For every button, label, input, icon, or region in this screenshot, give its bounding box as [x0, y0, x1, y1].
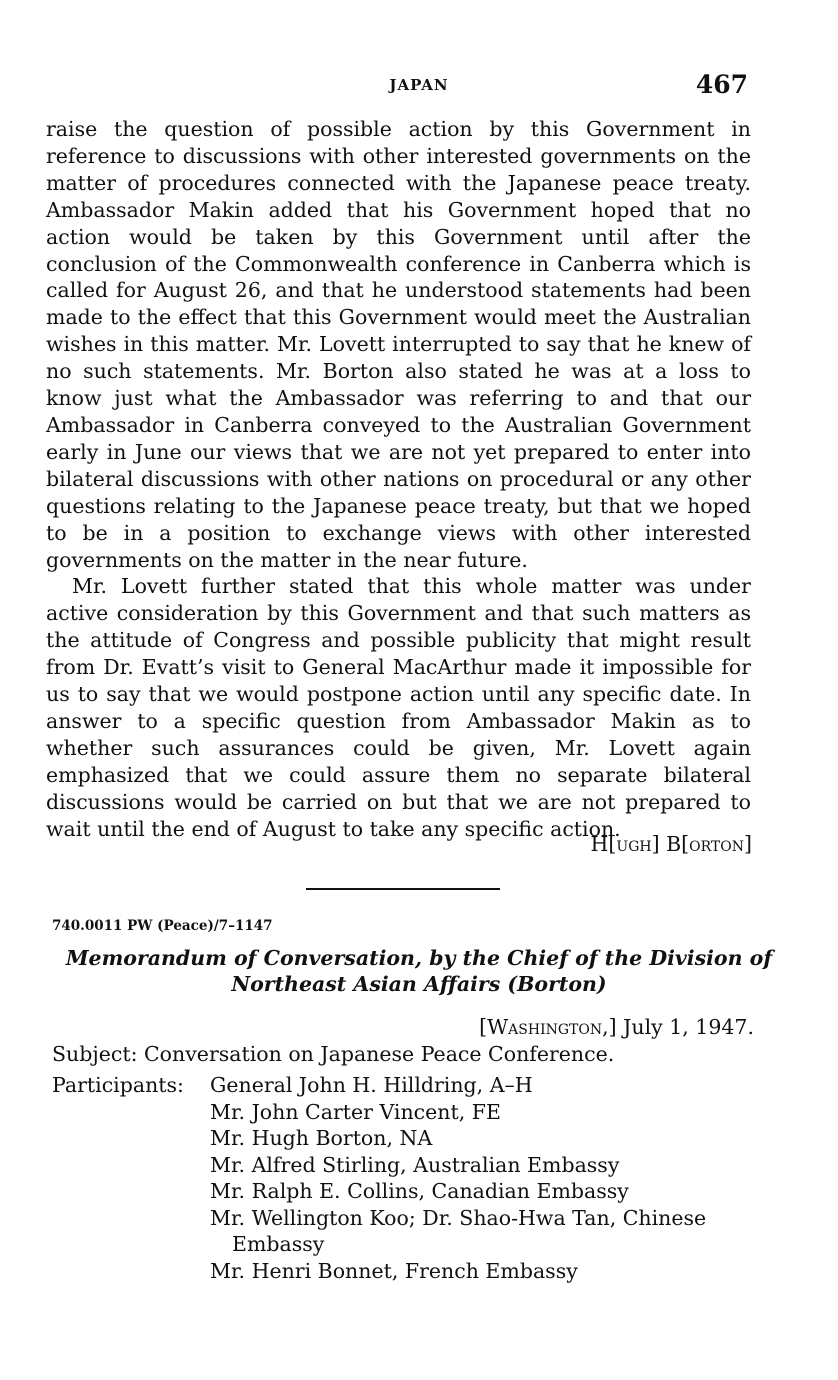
signature: H[ugh] B[orton] — [590, 832, 752, 856]
participant-item: Mr. Wellington Koo; Dr. Shao-Hwa Tan, Chinese Embassy — [210, 1205, 707, 1256]
file-reference: 740.0011 PW (Peace)/7–1147 — [52, 918, 273, 934]
participant-item: Mr. Ralph E. Collins, Canadian Embassy — [210, 1179, 629, 1203]
date-place: [Washington,] — [479, 1015, 617, 1039]
memo-title-line-2: Northeast Asian Affairs (Borton) — [231, 972, 607, 996]
paragraph-2: Mr. Lovett further stated that this whole matter was under active consideration by this Government and that such matters as the attitude of Congress and possible publicity that might result from Dr. Evatt’s visit to General MacArthur made it impossible for us to say that we would postpone action until any specific date. In answer to a specific question from Ambassador Makin as to whether such assurances could be given, Mr. Lovett again emphasized that we could assure them no separate bilateral discussions would be carried on but that we are not prepared to wait until the end of August to take any specific action. — [46, 574, 751, 841]
section-divider — [306, 888, 500, 890]
participant-item: Mr. Alfred Stirling, Australian Embassy — [210, 1152, 620, 1177]
subject-line: Subject: Conversation on Japanese Peace Conference. — [52, 1042, 615, 1066]
page-number: 467 — [695, 70, 748, 99]
running-title: JAPAN — [389, 76, 449, 94]
memo-title — [60, 945, 778, 997]
participant-item: General John H. Hilldring, A–H — [210, 1073, 533, 1097]
date: July 1, 1947. — [623, 1015, 754, 1039]
participant-item: Mr. Hugh Borton, NA — [210, 1126, 433, 1150]
date-line — [479, 1015, 754, 1039]
body-text — [46, 116, 751, 842]
participant-list — [210, 1072, 762, 1284]
running-head — [0, 70, 838, 100]
paragraph-1: raise the question of possible action by this Government in reference to discussions with other interested governments on the matter of procedures connected with the Japanese peace treaty. Ambassador Makin added that his Government hoped that no action would be taken by this Government until after the conclusion of the Commonwealth conference in Canberra which is called for August 26, and that he understood statements had been made to the effect that this Government would meet the Australian wishes in this matter. Mr. Lovett interrupted to say that he knew of no such statements. Mr. Borton also stated he was at a loss to know just what the Ambassador was referring to and that our Ambassador in Canberra conveyed to the Australian Government early in June our views that we are not yet prepared to enter into bilateral discussions with other nations on procedural or any other questions relating to the Japanese peace treaty, but that we hoped to be in a position to exchange views with other interested governments on the matter in the near future. — [46, 117, 751, 572]
participants-label: Participants: — [52, 1073, 184, 1097]
memo-title-line-1: Memorandum of Conversation, by the Chief of the Division of — [65, 946, 773, 970]
participant-item: Mr. Henri Bonnet, French Embassy — [210, 1258, 578, 1283]
participant-item: Mr. John Carter Vincent, FE — [210, 1099, 501, 1124]
